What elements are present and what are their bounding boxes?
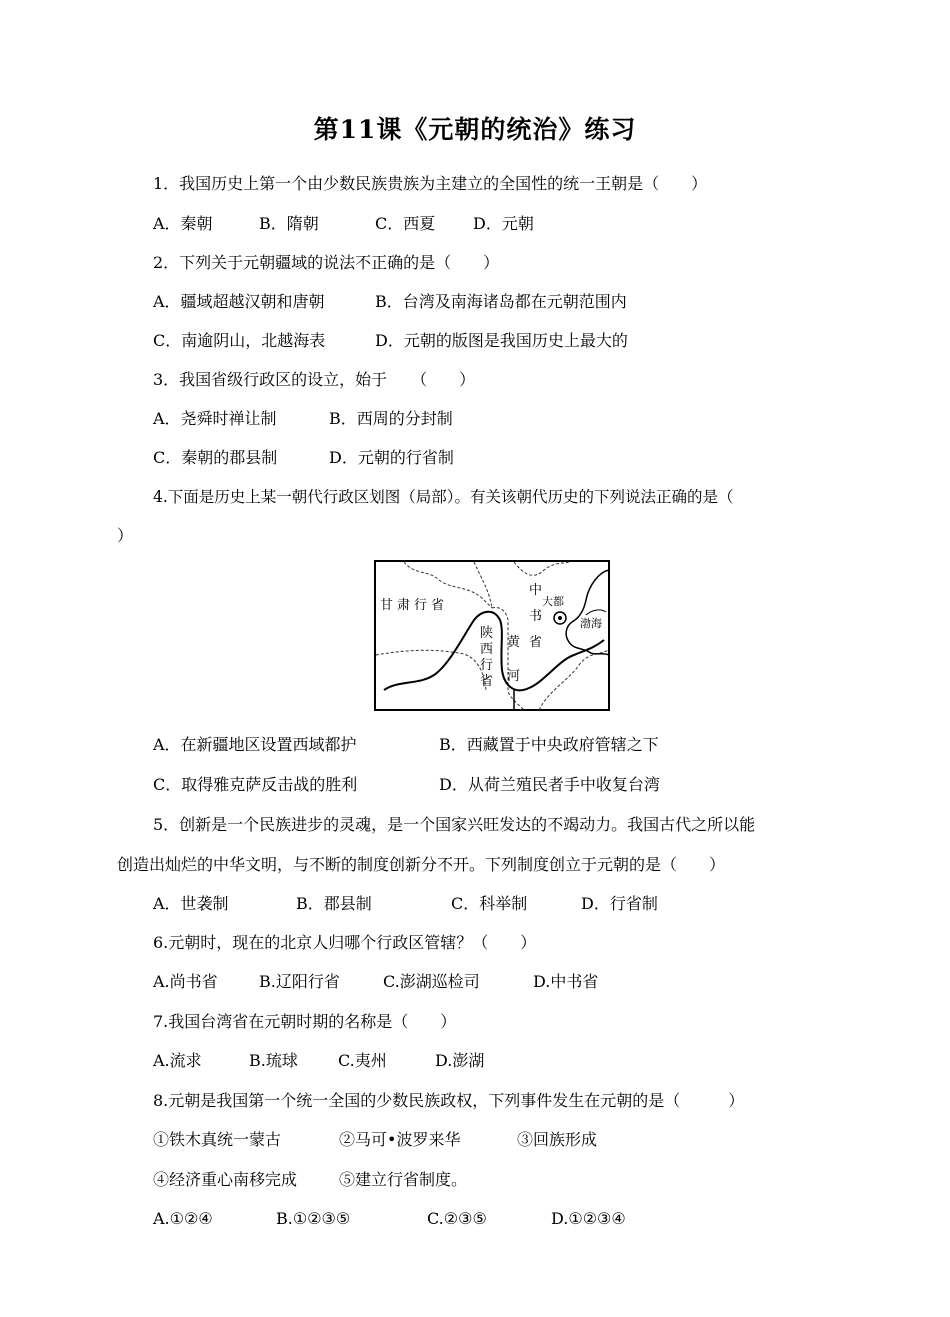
option-c: C．西夏 — [375, 214, 436, 233]
map-label-dadu: 大都 — [542, 595, 564, 608]
event-item-4: ④经济重心南移完成 — [153, 1170, 298, 1189]
option-b: B.①②③⑤ — [276, 1209, 351, 1228]
option-a: A．世袭制 — [153, 894, 229, 913]
question-4-stem-line2: ） — [117, 526, 134, 545]
option-c: C.夷州 — [338, 1051, 387, 1070]
event-item-2: ②马可•波罗来华 — [339, 1130, 461, 1149]
option-c: C．南逾阴山，北越海表 — [153, 331, 326, 350]
option-a: A.尚书省 — [153, 972, 218, 991]
event-item-3: ③回族形成 — [517, 1130, 598, 1149]
option-a: A．在新疆地区设置西域都护 — [153, 735, 357, 754]
question-1-stem: 1．我国历史上第一个由少数民族贵族为主建立的全国性的统一王朝是（ ） — [153, 174, 708, 193]
option-d: D.中书省 — [533, 972, 599, 991]
option-b: B．西藏置于中央政府管辖之下 — [439, 735, 659, 754]
option-b: B.琉球 — [249, 1051, 298, 1070]
question-3-stem: 3．我国省级行政区的设立，始于 （ ） — [153, 370, 476, 389]
option-a: A．疆域超越汉朝和唐朝 — [153, 292, 325, 311]
event-item-1: ①铁木真统一蒙古 — [153, 1130, 282, 1149]
option-d: D.①②③④ — [551, 1209, 626, 1228]
option-b: B．隋朝 — [259, 214, 319, 233]
question-7-stem: 7.我国台湾省在元朝时期的名称是（ ） — [153, 1012, 457, 1031]
option-c: C．取得雅克萨反击战的胜利 — [153, 775, 358, 794]
option-a: A．秦朝 — [153, 214, 213, 233]
option-d: D．行省制 — [581, 894, 658, 913]
option-b: B.辽阳行省 — [259, 972, 340, 991]
option-a: A．尧舜时禅让制 — [153, 409, 277, 428]
option-c: C．秦朝的郡县制 — [153, 448, 278, 467]
option-d: D．元朝的行省制 — [329, 448, 454, 467]
question-6-stem: 6.元朝时，现在的北京人归哪个行政区管辖？（ ） — [153, 933, 537, 952]
map-label-bohai: 渤海 — [580, 617, 602, 630]
option-d: D．元朝 — [473, 214, 534, 233]
option-b: B．台湾及南海诸岛都在元朝范围内 — [375, 292, 627, 311]
option-b: B．郡县制 — [296, 894, 372, 913]
map-label-huanghe: 黄河 — [507, 635, 521, 684]
option-c: C.②③⑤ — [427, 1209, 487, 1228]
option-c: C．科举制 — [451, 894, 528, 913]
map-label-gansu: 甘肃行省 — [380, 598, 449, 613]
option-a: A.①②④ — [153, 1209, 213, 1228]
option-a: A.流求 — [153, 1051, 202, 1070]
option-b: B．西周的分封制 — [329, 409, 453, 428]
option-d: D.澎湖 — [435, 1051, 485, 1070]
question-8-stem: 8.元朝是我国第一个统一全国的少数民族政权，下列事件发生在元朝的是（ ） — [153, 1091, 745, 1110]
event-item-5: ⑤建立行省制度。 — [339, 1170, 468, 1189]
question-2-stem: 2．下列关于元朝疆域的说法不正确的是（ ） — [153, 253, 500, 272]
page-title: 第11课《元朝的统治》练习 — [313, 115, 637, 144]
option-d: D．从荷兰殖民者手中收复台湾 — [439, 775, 660, 794]
question-5-stem-line1: 5．创新是一个民族进步的灵魂，是一个国家兴旺发达的不竭动力。我国古代之所以能 — [153, 815, 756, 834]
map-label-shaanxi: 陕西行省 — [480, 626, 494, 689]
option-d: D．元朝的版图是我国历史上最大的 — [375, 331, 628, 350]
option-c: C.澎湖巡检司 — [383, 972, 480, 991]
question-5-stem-line2: 创造出灿烂的中华文明，与不断的制度创新分不开。下列制度创立于元朝的是（ ） — [117, 855, 726, 874]
question-4-stem-line1: 4.下面是历史上某一朝代行政区划图（局部）。有关该朝代历史的下列说法正确的是（ — [153, 488, 734, 506]
map-label-zhongshu: 中书省 — [529, 583, 543, 650]
